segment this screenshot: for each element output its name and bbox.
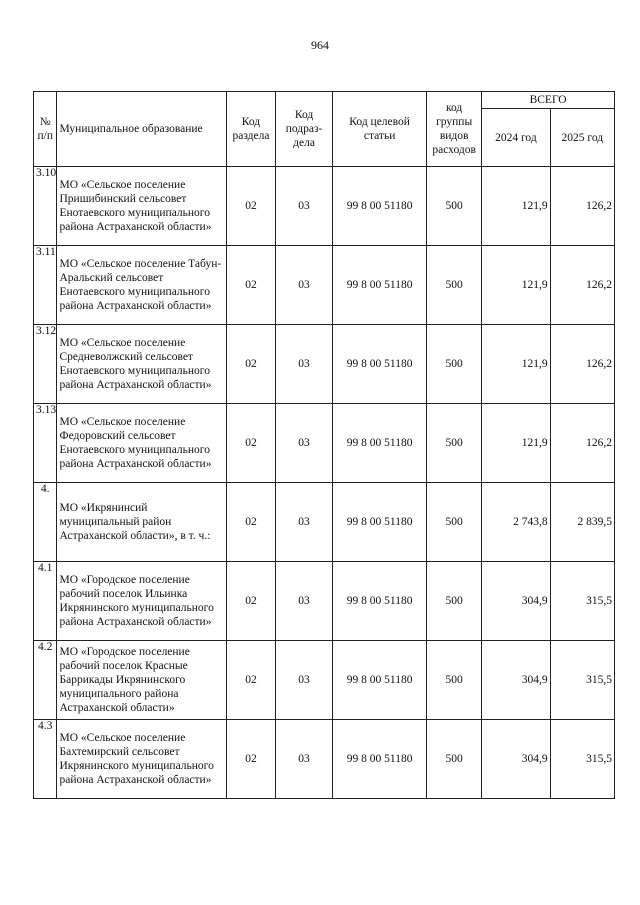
expense-group-code: 500	[427, 325, 482, 404]
table-row	[34, 167, 615, 246]
expense-group-code: 500	[427, 483, 482, 562]
subsection-code: 03	[275, 483, 332, 562]
table-row	[34, 325, 615, 404]
subsection-code: 03	[275, 404, 332, 483]
row-number: 4.3	[34, 720, 57, 799]
row-number: 4.2	[34, 641, 57, 720]
municipality-name: МО «Сельское поселение Федоровский сельсовет Енотаевского муниципального района Астраханской области»	[57, 404, 226, 483]
municipality-name: МО «Сельское поселение Бахтемирский сельсовет Икрянинского муниципального района Астраханской области»	[57, 720, 226, 799]
expense-group-code: 500	[427, 404, 482, 483]
target-code: 99 8 00 51180	[333, 641, 427, 720]
subsection-code: 03	[275, 246, 332, 325]
subsection-code: 03	[275, 720, 332, 799]
municipality-name: МО «Городское поселение рабочий поселок Красные Баррикады Икрянинского муниципального района Астраханской области»	[57, 641, 226, 720]
target-code: 99 8 00 51180	[333, 246, 427, 325]
table-row	[34, 641, 615, 720]
header-year-2024: 2024 год	[482, 109, 550, 167]
municipality-name: МО «Сельское поселение Средневолжский сельсовет Енотаевского муниципального района Астраханской области»	[57, 325, 226, 404]
table-row	[34, 246, 615, 325]
amount-2025: 315,5	[550, 720, 614, 799]
expense-group-code: 500	[427, 720, 482, 799]
row-number: 3.11	[34, 246, 57, 325]
header-year-2025: 2025 год	[550, 109, 614, 167]
amount-2024: 304,9	[482, 720, 550, 799]
header-municipality: Муниципальное образование	[57, 92, 226, 167]
header-subsection-code: Код подраз-дела	[275, 92, 332, 167]
amount-2024: 304,9	[482, 562, 550, 641]
municipality-name: МО «Икрянинсий муниципальный район Астраханской области», в т. ч.:	[57, 483, 226, 562]
header-section-code: Код раздела	[226, 92, 275, 167]
section-code: 02	[226, 562, 275, 641]
budget-table	[33, 91, 615, 799]
table-row	[34, 720, 615, 799]
target-code: 99 8 00 51180	[333, 562, 427, 641]
header-num: № п/п	[34, 92, 57, 167]
row-number: 3.13	[34, 404, 57, 483]
section-code: 02	[226, 325, 275, 404]
table-row	[34, 562, 615, 641]
subsection-code: 03	[275, 562, 332, 641]
subsection-code: 03	[275, 641, 332, 720]
target-code: 99 8 00 51180	[333, 483, 427, 562]
page-number: 964	[311, 38, 329, 52]
subsection-code: 03	[275, 325, 332, 404]
table-row	[34, 483, 615, 562]
target-code: 99 8 00 51180	[333, 325, 427, 404]
row-number: 4.1	[34, 562, 57, 641]
amount-2025: 2 839,5	[550, 483, 614, 562]
municipality-name: МО «Сельское поселение Пришибинский сельсовет Енотаевского муниципального района Астраханской области»	[57, 167, 226, 246]
amount-2024: 121,9	[482, 325, 550, 404]
municipality-name: МО «Сельское поселение Табун-Аральский сельсовет Енотаевского муниципального района Астраханской области»	[57, 246, 226, 325]
amount-2025: 126,2	[550, 404, 614, 483]
section-code: 02	[226, 404, 275, 483]
expense-group-code: 500	[427, 641, 482, 720]
section-code: 02	[226, 720, 275, 799]
subsection-code: 03	[275, 167, 332, 246]
row-number: 3.10	[34, 167, 57, 246]
section-code: 02	[226, 246, 275, 325]
amount-2024: 121,9	[482, 404, 550, 483]
amount-2024: 304,9	[482, 641, 550, 720]
row-number: 4.	[34, 483, 57, 562]
amount-2025: 315,5	[550, 641, 614, 720]
section-code: 02	[226, 641, 275, 720]
expense-group-code: 500	[427, 562, 482, 641]
amount-2025: 315,5	[550, 562, 614, 641]
header-target-code: Код целевой статьи	[333, 92, 427, 167]
amount-2024: 121,9	[482, 167, 550, 246]
target-code: 99 8 00 51180	[333, 720, 427, 799]
amount-2025: 126,2	[550, 325, 614, 404]
amount-2025: 126,2	[550, 167, 614, 246]
amount-2024: 2 743,8	[482, 483, 550, 562]
amount-2025: 126,2	[550, 246, 614, 325]
expense-group-code: 500	[427, 167, 482, 246]
header-expense-group-code: код группы видов расходов	[427, 92, 482, 167]
municipality-name: МО «Городское поселение рабочий поселок Ильинка Икрянинского муниципального района Астраханской области»	[57, 562, 226, 641]
section-code: 02	[226, 167, 275, 246]
header-total: ВСЕГО	[482, 92, 615, 109]
target-code: 99 8 00 51180	[333, 404, 427, 483]
table-row	[34, 404, 615, 483]
row-number: 3.12	[34, 325, 57, 404]
target-code: 99 8 00 51180	[333, 167, 427, 246]
expense-group-code: 500	[427, 246, 482, 325]
section-code: 02	[226, 483, 275, 562]
amount-2024: 121,9	[482, 246, 550, 325]
